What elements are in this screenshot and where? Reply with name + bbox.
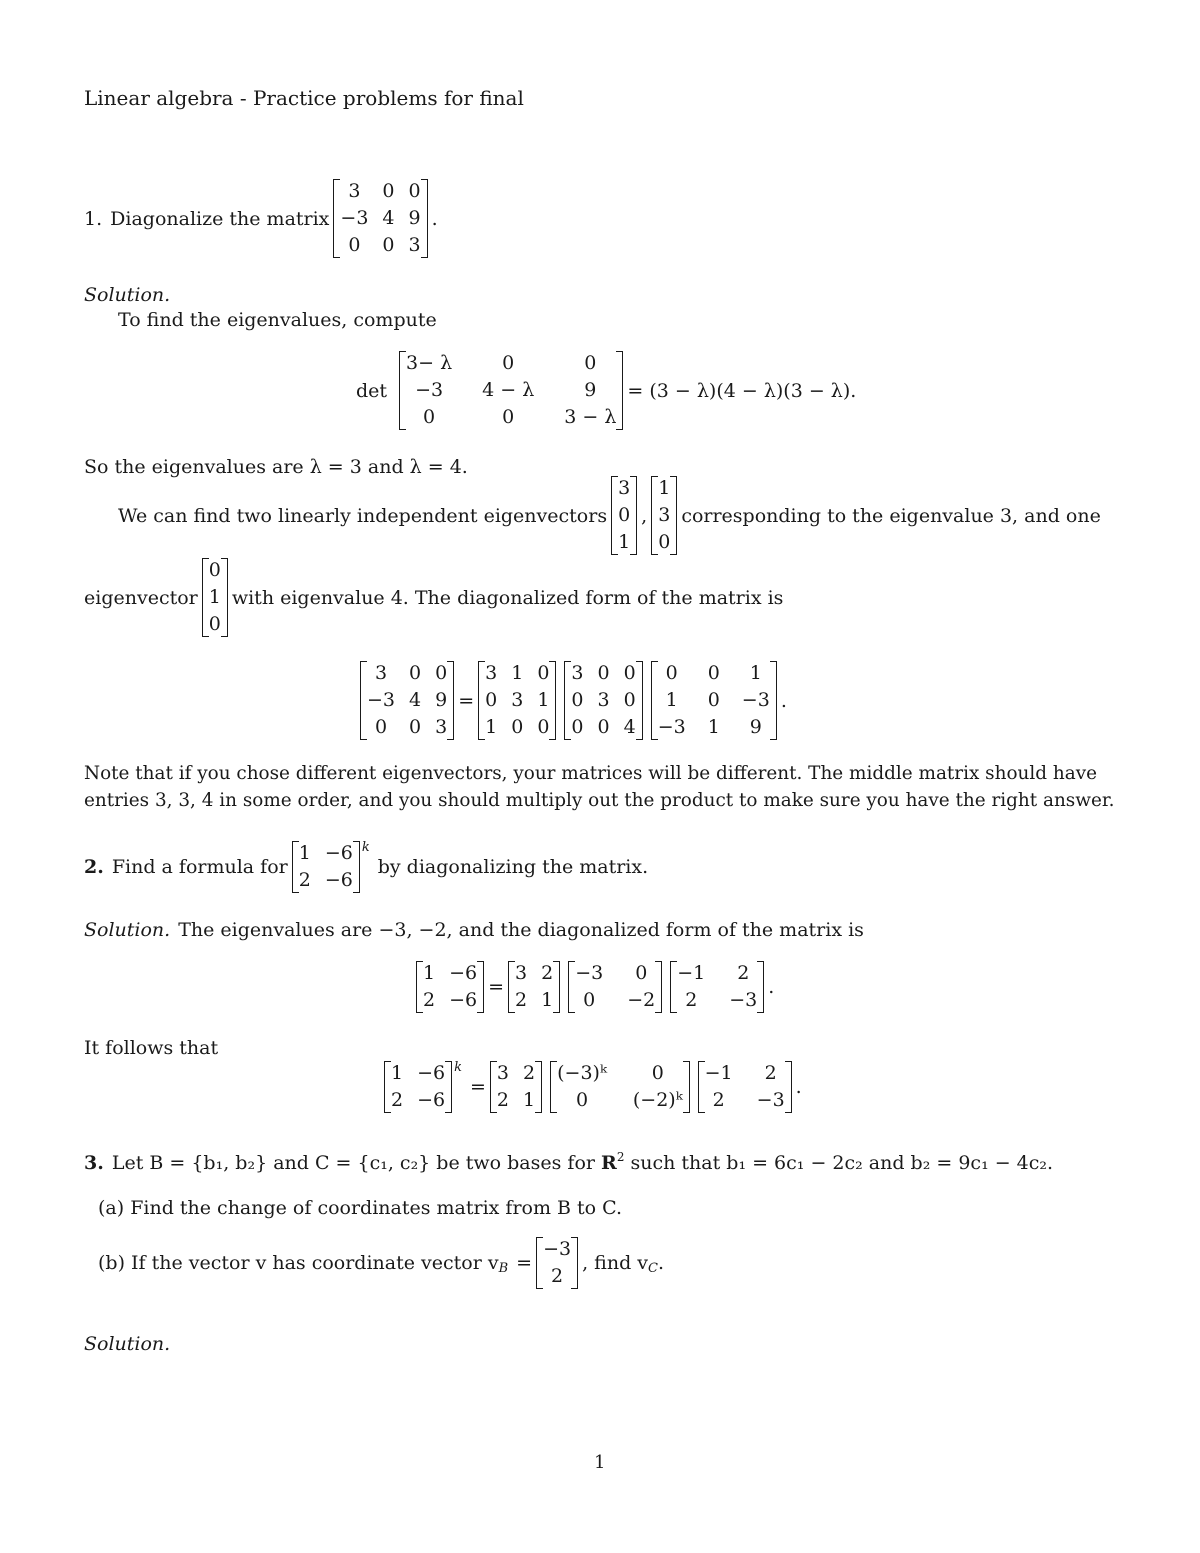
page-title: Linear algebra - Practice problems for final [84,86,524,110]
diagonal-matrix-d: 3 0 0 0 3 0 0 0 4 [564,660,642,741]
follows-label: It follows that [84,1037,219,1059]
eigenvector-1: 3 0 1 [611,475,637,556]
page-number: 1 [594,1452,606,1473]
problem-2-solution: Solution. The eigenvalues are −3, −2, and the diagonalized form of the matrix is [84,919,864,941]
problem-2-p: 3 2 2 1 [508,960,560,1014]
eigenvector-2: 1 3 0 [651,475,677,556]
problem-2-lhs: 1 −6 2 −6 [416,960,484,1014]
problem-2-statement: 2. Find a formula for 1 −6 2 −6 k by diagonalizing the matrix. [84,840,648,894]
eigenvector-3: 0 1 0 [202,557,228,638]
note-line-1: Note that if you chose different eigenvectors, your matrices will be different. The middle matrix should have [84,763,1097,784]
problem-1-statement: 1. Diagonalize the matrix 3 0 0 −3 4 9 0 0 3 . [84,178,438,259]
eigenvector-line: We can find two linearly independent eigenvectors 3 0 1 , 1 3 0 corresponding to the eigenvalue 3, and one [118,475,1101,556]
problem-1-solution-label: Solution. [84,284,171,306]
problem-1-prompt: Diagonalize the matrix [110,207,330,230]
problem-2-dk: (−3)ᵏ 0 0 (−2)ᵏ [550,1060,690,1114]
problem-1-number: 1. [84,207,103,230]
problem-2-pinv-k: −1 2 2 −3 [698,1060,792,1114]
problem-3-part-b: (b) If the vector v has coordinate vector v B = −3 2 , find v C . [98,1236,664,1290]
note-line-2: entries 3, 3, 4 in some order, and you should multiply out the product to make sure you have the right answer. [84,790,1115,811]
problem-3-part-a: (a) Find the change of coordinates matrix from B to C. [98,1197,623,1219]
determinant-matrix: 3− λ 0 0 −3 4 − λ 9 0 0 3 − λ [399,350,623,431]
problem-2-lhs-k: 1 −6 2 −6 [384,1060,452,1114]
problem-1-matrix: 3 0 0 −3 4 9 0 0 3 [333,178,427,259]
coordinate-vector: −3 2 [536,1236,578,1290]
problem-1-solution-line: To find the eigenvalues, compute [118,309,437,331]
eigenvalue-statement: So the eigenvalues are λ = 3 and λ = 4. [84,456,468,478]
eigenvector-3-line: eigenvector 0 1 0 with eigenvalue 4. The diagonalized form of the matrix is [84,557,783,638]
problem-2-p-k: 3 2 2 1 [490,1060,542,1114]
problem-2-d: −3 0 0 −2 [568,960,662,1014]
problem-2-matrix: 1 −6 2 −6 [292,840,360,894]
problem-3-solution-label: Solution. [84,1333,171,1355]
inverse-matrix-p: 0 0 1 1 0 −3 −3 1 9 [651,660,777,741]
problem-3-statement: 3. Let B = {b₁, b₂} and C = {c₁, c₂} be two bases for $R^2$ such that b₁ = 6c₁ − 2c₂ and b₂ = 9c₁ − 4c₂. [84,1150,1054,1174]
eigenvector-matrix-p: 3 1 0 0 3 1 1 0 0 [478,660,556,741]
problem-2-number: 2. [84,856,104,878]
determinant-equation: det 3− λ 0 0 −3 4 − λ 9 0 0 3 − λ = (3 − λ)(4 − λ)(3 − λ). [356,350,856,431]
original-matrix: 3 0 0 −3 4 9 0 0 3 [360,660,454,741]
problem-2-power-formula: 1 −6 2 −6 k = 3 2 2 1 (−3)ᵏ 0 0 (−2)ᵏ −1 2 2 −3 . [380,1060,802,1114]
problem-2-pinv: −1 2 2 −3 [670,960,764,1014]
diagonalization-equation: 3 0 0 −3 4 9 0 0 3 = 3 1 0 0 3 1 1 0 0 3 0 0 0 3 0 0 0 4 0 0 1 1 0 −3 −3 1 9 . [356,660,787,741]
problem-2-diagonalization: 1 −6 2 −6 = 3 2 2 1 −3 0 0 −2 −1 2 2 −3 . [412,960,774,1014]
